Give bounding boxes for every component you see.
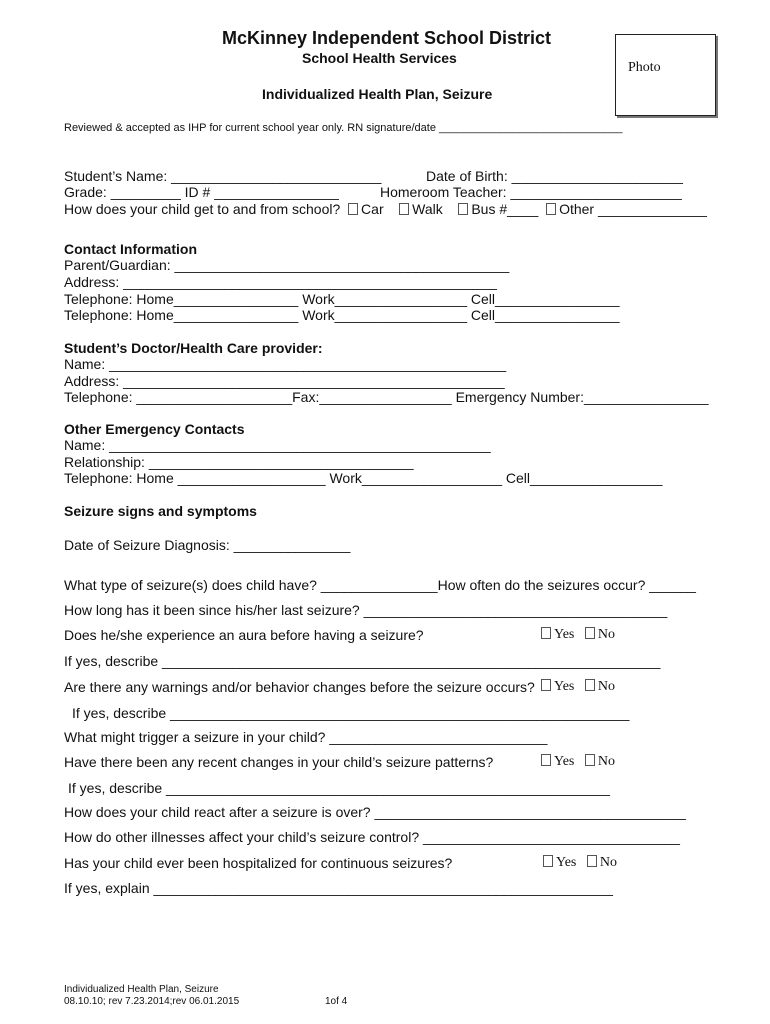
last-seizure-row[interactable]: How long has it been since his/her last seizure? _______________________________________ xyxy=(64,602,668,618)
changes-yes-checkbox[interactable] xyxy=(541,754,551,766)
student-name-field[interactable]: Student’s Name: ___________________________ xyxy=(64,168,382,184)
changes-describe-field[interactable]: If yes, describe _________________________________________________________ xyxy=(68,780,610,796)
trigger-row[interactable]: What might trigger a seizure in your child? ____________________________ xyxy=(64,729,548,745)
hospital-options xyxy=(543,855,617,871)
seizure-heading: Seizure signs and symptoms xyxy=(64,503,257,519)
hospital-yes-label: Yes xyxy=(556,855,577,870)
walk-label: Walk xyxy=(412,201,443,217)
emergency-telephone-row[interactable]: Telephone: Home ___________________ Work__________________ Cell_________________ xyxy=(64,470,663,486)
warnings-question: Are there any warnings and/or behavior changes before the seizure occurs? xyxy=(64,679,535,695)
changes-no-checkbox[interactable] xyxy=(585,754,595,766)
car-checkbox[interactable] xyxy=(348,203,358,215)
dob-field[interactable]: Date of Birth: ______________________ xyxy=(426,168,683,184)
plan-title: Individualized Health Plan, Seizure xyxy=(262,86,493,102)
walk-checkbox[interactable] xyxy=(399,203,409,215)
warnings-no-label: No xyxy=(597,679,615,694)
relationship-field[interactable]: Relationship: __________________________________ xyxy=(64,454,414,470)
doctor-name-field[interactable]: Name: ___________________________________________________ xyxy=(64,356,507,372)
grade-id-field[interactable]: Grade: _________ ID # ________________ xyxy=(64,184,339,200)
emergency-heading: Other Emergency Contacts xyxy=(64,421,245,437)
changes-yes-label: Yes xyxy=(554,754,575,769)
transport-question: How does your child get to and from school? xyxy=(64,201,341,217)
aura-question: Does he/she experience an aura before having a seizure? xyxy=(64,627,424,643)
hospital-yes-checkbox[interactable] xyxy=(543,855,553,867)
bus-label[interactable]: Bus #____ xyxy=(471,201,539,217)
changes-question: Have there been any recent changes in your child’s seizure patterns? xyxy=(64,754,494,770)
footer-revision: 08.10.10; rev 7.23.2014;rev 06.01.2015 xyxy=(64,996,240,1007)
emergency-name-field[interactable]: Name: _________________________________________________ xyxy=(64,437,491,453)
hospital-question: Has your child ever been hospitalized for continuous seizures? xyxy=(64,855,453,871)
illness-row[interactable]: How do other illnesses affect your child’s seizure control? _________________________________ xyxy=(64,829,680,845)
department-title: School Health Services xyxy=(302,50,457,66)
contact-heading: Contact Information xyxy=(64,241,197,257)
warnings-yes-label: Yes xyxy=(554,679,575,694)
changes-options xyxy=(541,754,615,770)
aura-yes-checkbox[interactable] xyxy=(541,627,551,639)
diagnosis-date-field[interactable]: Date of Seizure Diagnosis: _______________ xyxy=(64,537,351,553)
warnings-yes-checkbox[interactable] xyxy=(541,679,551,691)
photo-box xyxy=(615,34,716,116)
hospital-no-checkbox[interactable] xyxy=(587,855,597,867)
other-label[interactable]: Other ______________ xyxy=(559,201,707,217)
contact-address-field[interactable]: Address: ________________________________________________ xyxy=(64,274,497,290)
contact-telephone-row-1[interactable]: Telephone: Home________________ Work_________________ Cell________________ xyxy=(64,291,620,307)
changes-no-label: No xyxy=(597,754,615,769)
aura-no-checkbox[interactable] xyxy=(585,627,595,639)
footer-title: Individualized Health Plan, Seizure xyxy=(64,984,219,995)
review-line[interactable]: Reviewed & accepted as IHP for current school year only. RN signature/date ______________________________ xyxy=(64,122,623,134)
parent-field[interactable]: Parent/Guardian: ___________________________________________ xyxy=(64,257,510,273)
seizure-type-row[interactable]: What type of seizure(s) does child have? _______________How often do the seizures occur? ______ xyxy=(64,577,696,593)
aura-describe-field[interactable]: If yes, describe ________________________________________________________________ xyxy=(64,653,661,669)
hospital-explain-field[interactable]: If yes, explain ___________________________________________________________ xyxy=(64,880,613,896)
doctor-address-field[interactable]: Address: _________________________________________________ xyxy=(64,373,505,389)
photo-label: Photo xyxy=(628,60,661,75)
contact-telephone-row-2[interactable]: Telephone: Home________________ Work_________________ Cell________________ xyxy=(64,307,620,323)
transport-row xyxy=(64,201,707,217)
aura-yes-label: Yes xyxy=(554,627,575,642)
hospital-no-label: No xyxy=(599,855,617,870)
react-row[interactable]: How does your child react after a seizure is over? ________________________________________ xyxy=(64,804,686,820)
bus-checkbox[interactable] xyxy=(458,203,468,215)
aura-no-label: No xyxy=(597,627,615,642)
doctor-telephone-row[interactable]: Telephone: ____________________Fax:_________________ Emergency Number:________________ xyxy=(64,389,709,405)
other-checkbox[interactable] xyxy=(546,203,556,215)
homeroom-field[interactable]: Homeroom Teacher: ______________________ xyxy=(380,184,682,200)
footer-page-number: 1of 4 xyxy=(325,996,348,1007)
district-title: McKinney Independent School District xyxy=(222,28,552,48)
warnings-options xyxy=(541,679,615,695)
warnings-describe-field[interactable]: If yes, describe ___________________________________________________________ xyxy=(72,705,630,721)
aura-options xyxy=(541,627,615,643)
doctor-heading: Student’s Doctor/Health Care provider: xyxy=(64,340,323,356)
warnings-no-checkbox[interactable] xyxy=(585,679,595,691)
car-label: Car xyxy=(361,201,384,217)
